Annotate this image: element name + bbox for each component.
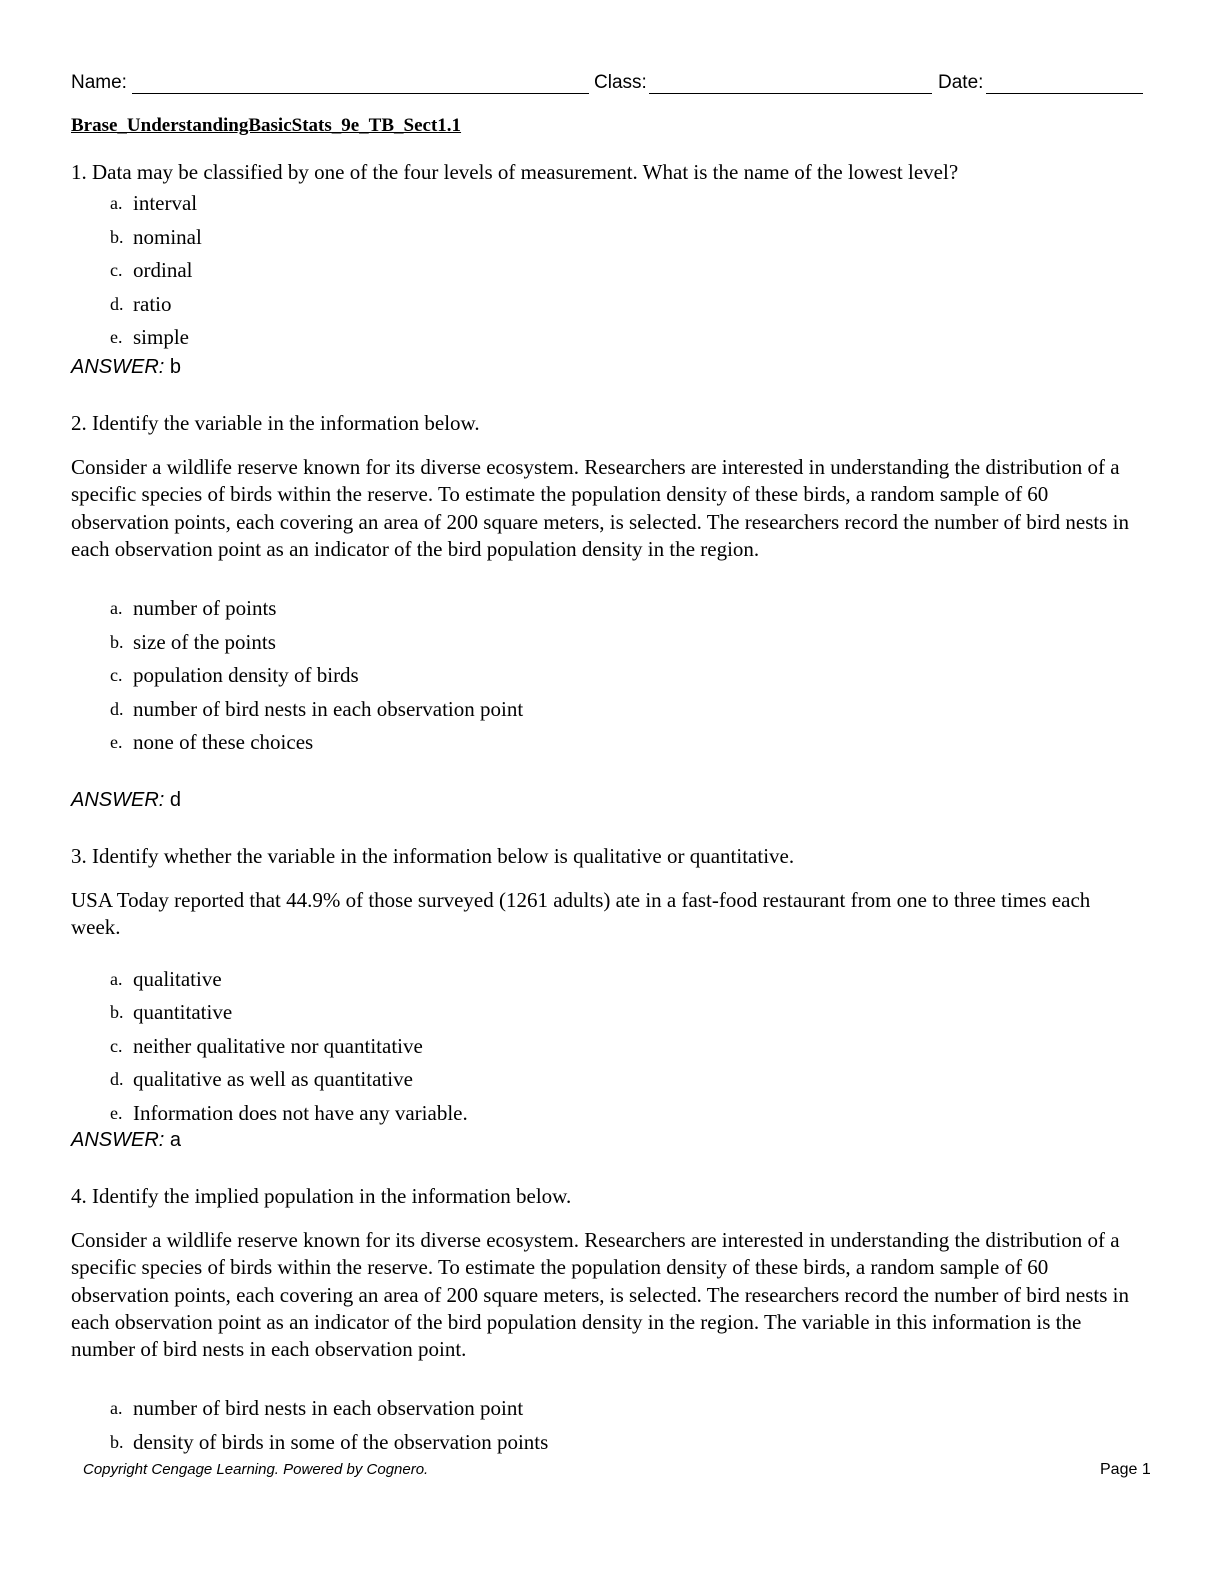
document-title: Brase_UnderstandingBasicStats_9e_TB_Sect1.1: [71, 115, 462, 136]
option-c: [71, 660, 1151, 694]
option-d: [71, 1064, 1151, 1098]
option-a: [71, 964, 1151, 998]
option-e: [71, 1098, 1151, 1132]
option-text: interval: [133, 191, 198, 215]
option-letter: d.: [110, 1069, 124, 1090]
option-c: [71, 1031, 1151, 1065]
answer-value: b: [169, 356, 182, 378]
question-passage: Consider a wildlife reserve known for its diverse ecosystem. Researchers are interested in understanding the distribution of a specific species of birds within the reserve. To estimate the population density of these birds, a random sample of 60 observation points, each covering an area of 200 square meters, is selected. The researchers record the number of bird nests in each observation point as an indicator of the bird population density in the region.: [71, 455, 1129, 561]
name-label: Name:: [71, 72, 127, 93]
option-text: nominal: [133, 224, 202, 249]
answer-label: ANSWER:: [71, 1129, 165, 1151]
option-letter: b.: [110, 1431, 124, 1452]
answer-3: [71, 1128, 181, 1152]
option-text: number of points: [133, 596, 277, 621]
question-stem: 3. Identify whether the variable in the information below is qualitative or quantitative.: [71, 844, 795, 868]
class-label: Class:: [594, 72, 647, 93]
question-stem: 2. Identify the variable in the information below.: [71, 411, 480, 435]
option-list: [71, 188, 1151, 356]
option-e: [71, 727, 1151, 761]
page-number: Page 1: [1100, 1461, 1151, 1478]
option-text: density of birds in some of the observation points: [133, 1429, 549, 1454]
option-text: qualitative as well as quantitative: [133, 1067, 413, 1092]
date-label: Date:: [938, 72, 984, 93]
option-a: [71, 1393, 1151, 1427]
question-1: [71, 160, 1151, 356]
option-list: [71, 1393, 1151, 1460]
class-blank-line: [649, 93, 932, 94]
question-2: [71, 411, 1151, 761]
option-d: [71, 694, 1151, 728]
option-d: [71, 289, 1151, 323]
answer-label: ANSWER:: [71, 356, 165, 378]
option-c: [71, 255, 1151, 289]
answer-1: [71, 355, 181, 379]
option-a: [71, 188, 1151, 222]
option-b: [71, 1427, 1151, 1461]
option-text: Information does not have any variable.: [133, 1100, 468, 1125]
option-text: number of bird nests in each observation point: [133, 696, 524, 721]
option-letter: a.: [110, 598, 123, 619]
option-text: ordinal: [133, 258, 193, 282]
option-text: quantitative: [133, 1000, 233, 1025]
option-e: [71, 322, 1151, 356]
option-text: none of these choices: [133, 730, 314, 755]
option-text: qualitative: [133, 966, 222, 991]
answer-value: a: [169, 1129, 182, 1151]
option-letter: b.: [110, 1002, 124, 1023]
option-letter: b.: [110, 226, 124, 247]
option-b: [71, 997, 1151, 1031]
option-list: [71, 593, 1151, 761]
question-3: [71, 844, 1151, 1131]
option-text: number of bird nests in each observation point: [133, 1396, 524, 1421]
question-passage: USA Today reported that 44.9% of those surveyed (1261 adults) ate in a fast-food restaurant from one to three times each week.: [71, 888, 1091, 940]
option-letter: e.: [110, 1102, 123, 1123]
option-text: ratio: [133, 291, 172, 316]
answer-value: d: [169, 789, 182, 811]
option-letter: e.: [110, 327, 123, 347]
option-list: [71, 964, 1151, 1132]
option-text: population density of birds: [133, 663, 359, 688]
option-letter: c.: [110, 665, 123, 686]
option-letter: e.: [110, 732, 123, 753]
option-letter: a.: [110, 968, 123, 989]
question-passage: Consider a wildlife reserve known for its diverse ecosystem. Researchers are interested in understanding the distribution of a specific species of birds within the reserve. To estimate the population density of these birds, a random sample of 60 observation points, each covering an area of 200 square meters, is selected. The researchers record the number of bird nests in each observation point as an indicator of the bird population density in the region. The variable in this information is the number of bird nests in each observation point.: [71, 1228, 1129, 1362]
date-blank-line: [986, 93, 1143, 94]
question-stem: 4. Identify the implied population in the information below.: [71, 1184, 572, 1208]
option-text: simple: [133, 325, 189, 349]
option-letter: b.: [110, 631, 124, 652]
option-letter: d.: [110, 293, 124, 314]
question-4: [71, 1184, 1151, 1460]
option-letter: a.: [110, 1398, 123, 1419]
option-a: [71, 593, 1151, 627]
option-letter: c.: [110, 1035, 123, 1056]
option-text: size of the points: [133, 629, 276, 654]
answer-label: ANSWER:: [71, 789, 165, 811]
name-blank-line: [132, 93, 589, 94]
copyright-footer: Copyright Cengage Learning. Powered by Cognero.: [83, 1461, 429, 1478]
option-letter: d.: [110, 698, 124, 719]
option-b: [71, 627, 1151, 661]
question-stem: 1. Data may be classified by one of the four levels of measurement. What is the name of the lowest level?: [71, 160, 959, 184]
option-text: neither qualitative nor quantitative: [133, 1033, 423, 1058]
answer-2: [71, 788, 181, 812]
option-b: [71, 222, 1151, 256]
option-letter: c.: [110, 260, 123, 280]
worksheet-header: [71, 72, 1143, 98]
option-letter: a.: [110, 193, 123, 213]
